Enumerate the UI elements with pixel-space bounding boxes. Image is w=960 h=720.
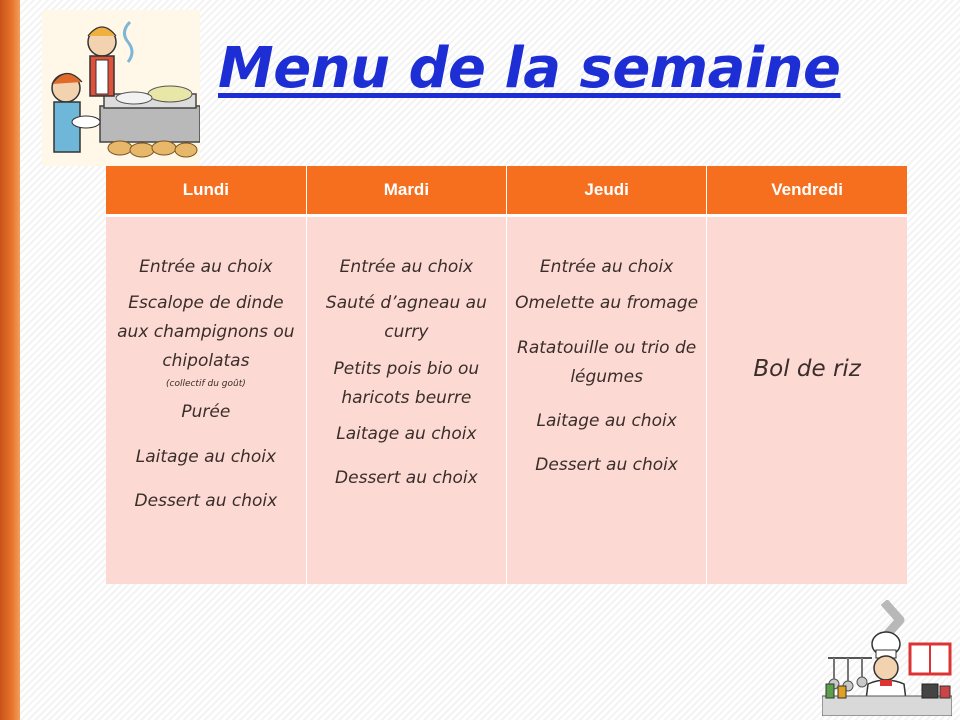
cell-lundi — [106, 216, 306, 585]
mardi-accompagnement: Petits pois bio ou haricots beurre — [333, 359, 480, 408]
cafeteria-clipart-icon — [42, 10, 200, 166]
lundi-plat: Escalope de dinde aux champignons ou chipolatas — [117, 293, 295, 371]
mardi-plat: Sauté d’agneau au curry — [325, 293, 487, 342]
mardi-dessert: Dessert au choix — [335, 468, 478, 488]
mardi-laitage: Laitage au choix — [336, 424, 477, 444]
chef-kitchen-clipart-icon — [822, 600, 952, 716]
table-row — [106, 216, 907, 585]
weekly-menu-table — [106, 166, 907, 584]
page-title: Menu de la semaine — [218, 36, 841, 101]
vendredi-plat: Bol de riz — [753, 356, 861, 382]
left-accent-bar — [0, 0, 20, 720]
lundi-accompagnement: Purée — [181, 402, 231, 422]
lundi-note: (collectif du goût) — [165, 379, 246, 389]
cell-jeudi — [507, 216, 707, 585]
header-vendredi: Vendredi — [707, 166, 907, 216]
lundi-dessert: Dessert au choix — [134, 491, 278, 511]
table-header-row — [106, 166, 907, 216]
jeudi-accompagnement: Ratatouille ou trio de légumes — [517, 338, 697, 387]
cell-vendredi — [707, 216, 907, 585]
jeudi-entree: Entrée au choix — [539, 257, 674, 277]
mardi-entree: Entrée au choix — [339, 257, 474, 277]
jeudi-plat: Omelette au fromage — [515, 293, 699, 313]
jeudi-laitage: Laitage au choix — [536, 411, 677, 431]
lundi-laitage: Laitage au choix — [135, 447, 276, 467]
header-mardi: Mardi — [306, 166, 506, 216]
jeudi-dessert: Dessert au choix — [535, 455, 678, 475]
header-lundi: Lundi — [106, 166, 306, 216]
lundi-entree: Entrée au choix — [139, 257, 273, 277]
cell-mardi — [306, 216, 506, 585]
header-jeudi: Jeudi — [507, 166, 707, 216]
